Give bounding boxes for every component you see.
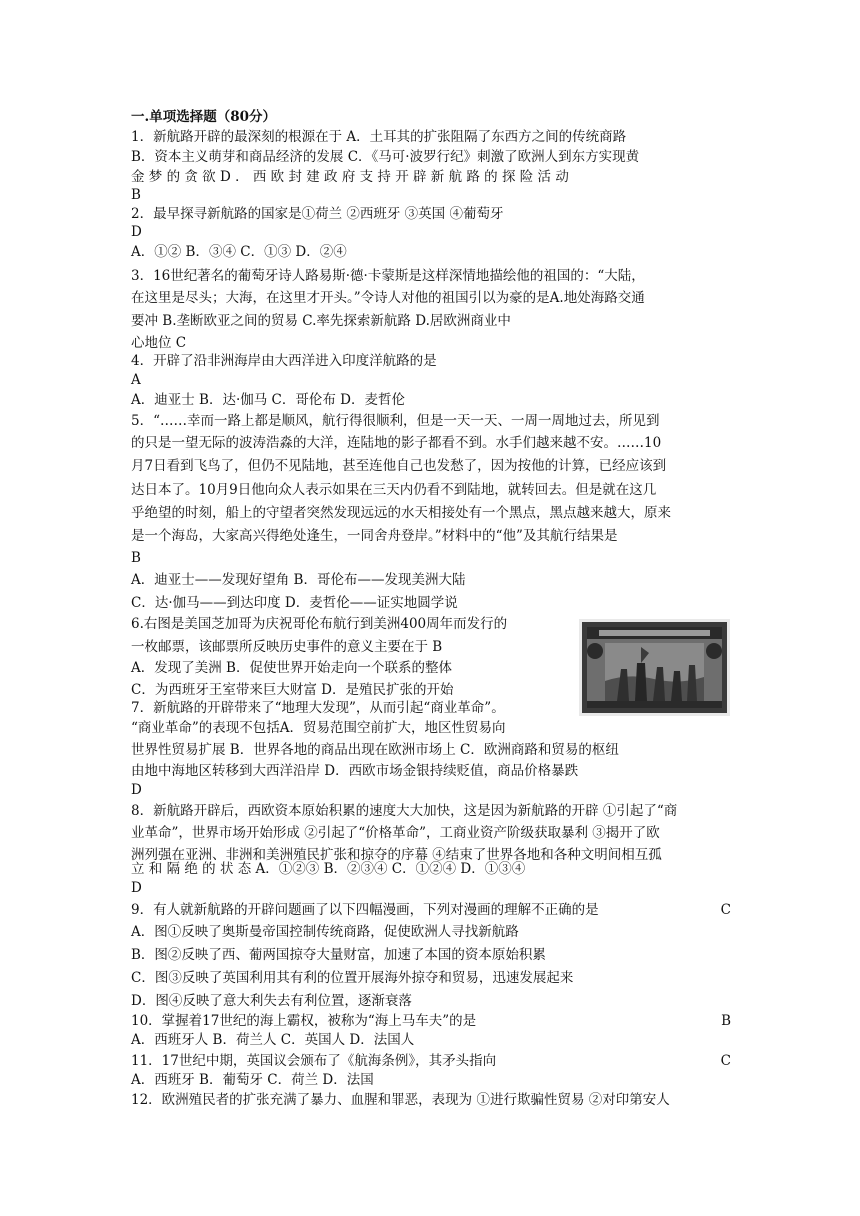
text-line: 12．欧洲殖民者的扩张充满了暴力、血腥和罪恶，表现为 ①进行欺骗性贸易 ②对印第安人: [131, 1092, 670, 1108]
options-line: D．图④反映了意大利失去有利位置，逐渐衰落: [131, 993, 412, 1009]
question-9-text: 9．有人就新航路的开辟问题画了以下四幅漫画，下列对漫画的理解不正确的是: [131, 902, 599, 918]
section-title: 一.单项选择题（80分）: [131, 109, 276, 125]
question-9-answer: C: [720, 902, 731, 918]
text-line: 6.右图是美国芝加哥为庆祝哥伦布航行到美洲400周年而发行的: [131, 616, 508, 632]
text-line: 是一个海岛，大家高兴得绝处逢生，一同舍舟登岸。”材料中的“他”及其航行结果是: [131, 528, 618, 544]
text-line: 由地中海地区转移到大西洋沿岸 D．西欧市场金银持续贬值，商品价格暴跌: [131, 763, 579, 779]
options-line: C．为西班牙王室带来巨大财富 D．是殖民扩张的开始: [131, 682, 454, 698]
options-line: C．达·伽马——到达印度 D．麦哲伦——证实地圆学说: [131, 595, 458, 611]
options-line: A．迪亚士——发现好望角 B．哥伦布——发现美洲大陆: [131, 572, 466, 588]
text-line: 5．“……幸而一路上都是顺风，航行得很顺利，但是一天一天、一周一周地过去，所见到: [131, 413, 660, 429]
text-line: 在这里是尽头；大海，在这里才开头。”令诗人对他的祖国引以为豪的是A.地处海路交通: [131, 290, 645, 306]
text-line: 业革命”，世界市场开始形成 ②引起了“价格革命”，工商业资产阶级获取暴利 ③揭开了欧: [131, 825, 660, 841]
answer-line: D: [131, 224, 142, 240]
text-line: 一枚邮票，该邮票所反映历史事件的意义主要在于 B: [131, 639, 443, 655]
answer-line: B: [131, 550, 141, 566]
options-line: C．图③反映了英国利用其有利的位置开展海外掠夺和贸易，迅速发展起来: [131, 970, 574, 986]
options-line: A．图①反映了奥斯曼帝国控制传统商路，促使欧洲人寻找新航路: [131, 924, 519, 940]
options-line: A．西班牙 B．葡萄牙 C．荷兰 D．法国: [131, 1072, 374, 1088]
text-line: 3．16世纪著名的葡萄牙诗人路易斯·德·卡蒙斯是这样深情地描绘他的祖国的：“大陆，: [131, 268, 645, 284]
text-line: 乎绝望的时刻，船上的守望者突然发现远远的水天相接处有一个黑点，黑点越来越大，原来: [131, 505, 671, 521]
text-line: 8．新航路开辟后，西欧资本原始积累的速度大大加快，这是因为新航路的开辟 ①引起了“商: [131, 803, 678, 819]
question-11-answer: C: [720, 1053, 731, 1069]
question-10-answer: B: [721, 1013, 731, 1029]
text-line: 4．开辟了沿非洲海岸由大西洋进入印度洋航路的是: [131, 353, 437, 369]
text-line: 心地位 C: [131, 335, 187, 351]
text-line: 1．新航路开辟的最深刻的根源在于 A．土耳其的扩张阻隔了东西方之间的传统商路: [131, 129, 627, 145]
options-line: B．图②反映了西、葡两国掠夺大量财富，加速了本国的资本原始积累: [131, 947, 546, 963]
question-9: [131, 900, 731, 921]
options-line: A．①② B．③④ C．①③ D．②④: [131, 244, 347, 260]
text-line: “商业革命”的表现不包括A．贸易范围空前扩大，地区性贸易向: [131, 720, 506, 736]
text-line: 2．最早探寻新航路的国家是①荷兰 ②西班牙 ③英国 ④葡萄牙: [131, 206, 504, 222]
columbus-stamp-image: [579, 619, 730, 716]
text-line: 洲列强在亚洲、非洲和美洲殖民扩张和掠夺的序幕 ④结束了世界各地和各种文明间相互孤: [131, 847, 662, 863]
text-line: 立 和 隔 绝 的 状 态 A．①②③ B．②③④ C．①②④ D．①③④: [131, 861, 526, 877]
options-line: A．西班牙人 B．荷兰人 C．英国人 D．法国人: [131, 1032, 415, 1048]
text-line: 达日本了。10月9日他向众人表示如果在三天内仍看不到陆地，就转回去。但是就在这几: [131, 482, 657, 498]
text-line: 7．新航路的开辟带来了“地理大发现”，从而引起“商业革命”。: [131, 700, 505, 716]
answer-line: D: [131, 782, 142, 798]
text-line: 的只是一望无际的波涛浩淼的大洋，连陆地的影子都看不到。水手们越来越不安。……10: [131, 435, 662, 451]
answer-line: D: [131, 880, 142, 896]
answer-line: A: [131, 372, 141, 388]
text-line: 要冲 B.垄断欧亚之间的贸易 C.率先探索新航路 D.居欧洲商业中: [131, 313, 511, 329]
text-line: B．资本主义萌芽和商品经济的发展 C．《马可·波罗行纪》刺激了欧洲人到东方实现黄: [131, 149, 640, 165]
answer-line: B: [131, 187, 141, 203]
text-line: 金 梦 的 贪 欲 D ． 西 欧 封 建 政 府 支 持 开 辟 新 航 路 的 探 险 活 动: [131, 169, 569, 185]
options-line: A．发现了美洲 B．促使世界开始走向一个联系的整体: [131, 660, 452, 676]
text-line: 月7日看到飞鸟了，但仍不见陆地，甚至连他自己也发愁了，因为按他的计算，已经应该到: [131, 458, 667, 474]
question-10-text: 10．掌握着17世纪的海上霸权，被称为“海上马车夫”的是: [131, 1013, 477, 1029]
text-line: 世界性贸易扩展 B．世界各地的商品出现在欧洲市场上 C．欧洲商路和贸易的枢纽: [131, 742, 619, 758]
question-10: [131, 1011, 731, 1032]
question-11: [131, 1051, 731, 1072]
question-11-text: 11．17世纪中期，英国议会颁布了《航海条例》，其矛头指向: [131, 1053, 497, 1069]
options-line: A．迪亚士 B．达·伽马 C．哥伦布 D．麦哲伦: [131, 392, 405, 408]
